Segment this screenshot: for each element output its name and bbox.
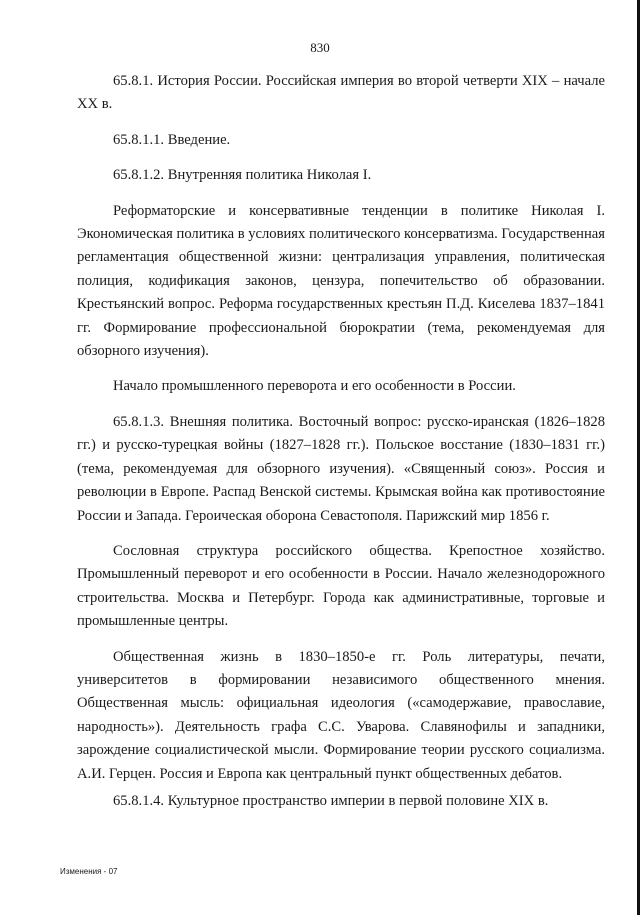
page-number: 830 [310, 40, 330, 55]
paragraph-domestic-policy: Реформаторские и консервативные тенденции в политике Николая I. Экономическая политика в условиях политического консерватизма. Государственная регламентация общественной жизни: централизация управления, политическая полиция, кодификация законов, цензура, попечительство об образовании. Крестьянский вопрос. Реформа государственных крестьян П.Д. Киселева 1837–1841 гг. Формирование профессиональной бюрократии (тема, рекомендуемая для обзорного изучения). [77, 202, 605, 360]
document-body [77, 70, 605, 817]
section-heading-65-8-1-1: 65.8.1.1. Введение. [113, 131, 231, 148]
footer-revision: Изменения - 07 [60, 867, 118, 876]
paragraph-industrial-revolution: Начало промышленного переворота и его особенности в России. [113, 378, 516, 395]
paragraph-social-structure: Сословная структура российского общества. Крепостное хозяйство. Промышленный переворот и его особенности в России. Начало железнодорожного строительства. Москва и Петербург. Города как административные, торговые и промышленные центры. [77, 542, 605, 630]
section-heading-65-8-1-4: 65.8.1.4. Культурное пространство империи в первой половине XIX в. [113, 792, 549, 809]
section-heading-65-8-1-2: 65.8.1.2. Внутренняя политика Николая I. [113, 167, 372, 184]
section-heading-65-8-1-3: 65.8.1.3. Внешняя политика. Восточный вопрос: русско-иранская (1826–1828 гг.) и русско-турецкая войны (1827–1828 гг.). Польское восстание (1830–1831 гг.) (тема, рекомендуемая для обзорного изучения). «Священный союз». Россия и революции в Европе. Распад Венской системы. Крымская война как противостояние России и Запада. Героическая оборона Севастополя. Парижский мир 1856 г. [77, 413, 605, 524]
section-heading-65-8-1: 65.8.1. История России. Российская империя во второй четверти XIX – начале XX в. [77, 73, 605, 113]
paragraph-public-life: Общественная жизнь в 1830–1850-е гг. Роль литературы, печати, университетов в формировании независимого общественного мнения. Общественная мысль: официальная идеология («самодержавие, православие, народность»). Деятельность графа С.С. Уварова. Славянофилы и западники, зарождение социалистической мысли. Формирование теории русского социализма. А.И. Герцен. Россия и Европа как центральный пункт общественных дебатов. [77, 648, 605, 782]
